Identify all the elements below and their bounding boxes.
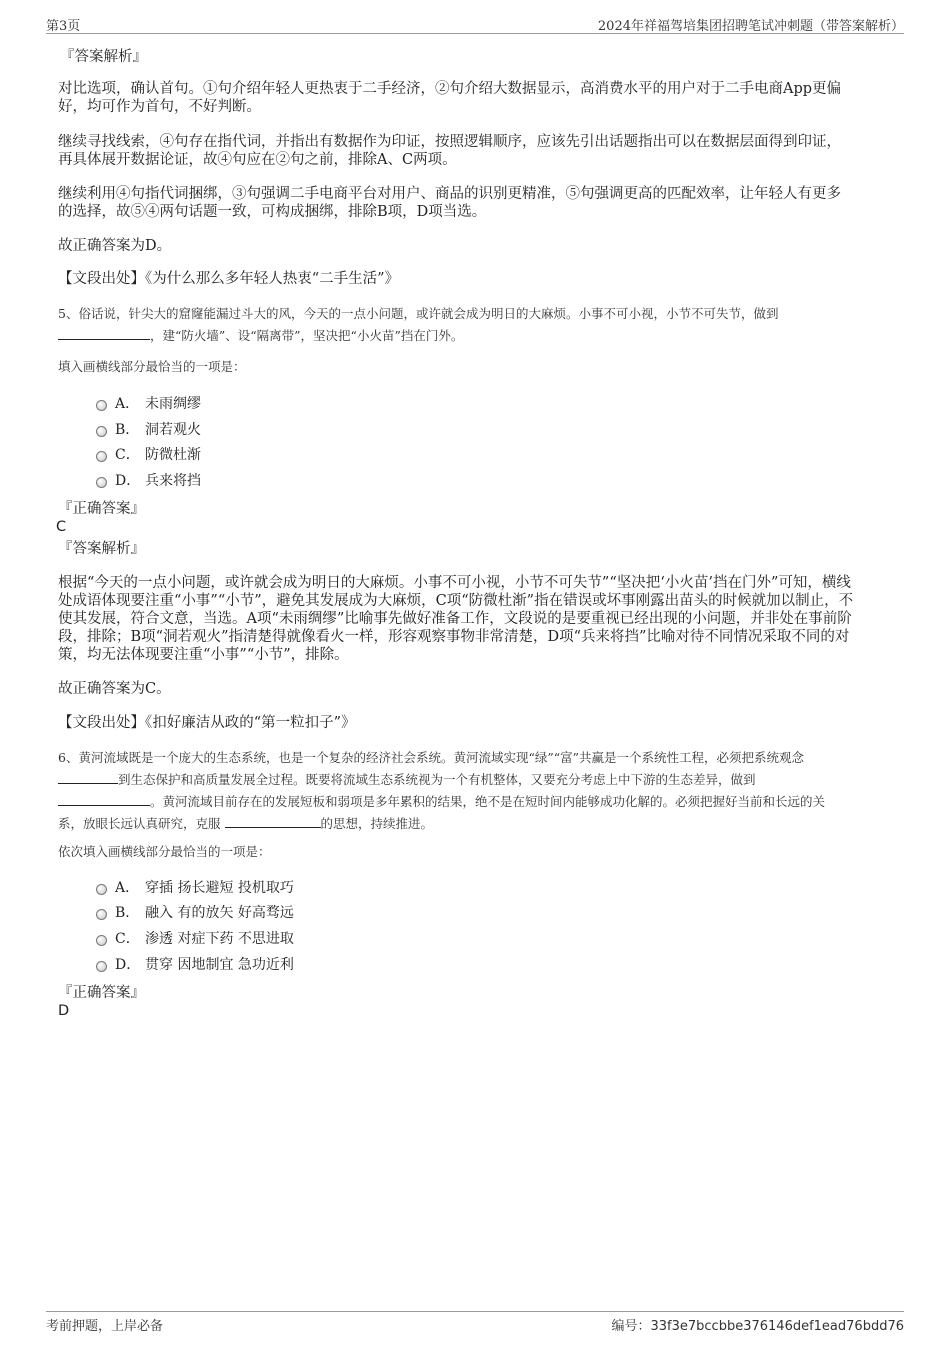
option-text: 穿插 扬长避短 投机取巧 [145,880,294,896]
text-line [58,769,898,791]
page-footer [46,1311,904,1335]
text-fragment: 到生态保护和高质量发展全过程。既要将流域生态系统视为一个有机整体，又要充分考虑上中下游的生态差异，做到 [118,772,756,787]
option-d[interactable] [96,472,201,490]
option-text: 渗透 对症下药 不思进取 [145,931,294,947]
code-value: 33f3e7bccbbe376146def1ead76bdd76 [650,1319,904,1334]
option-d[interactable] [96,956,294,974]
text-line: 策，均无法体现要注重“小事”“小节”，排除。 [58,647,349,663]
text-line: 6、黄河流域既是一个庞大的生态系统，也是一个复杂的经济社会系统。黄河流域实现“绿”“富”共赢是一个系统性工程，必须把系统观念 [58,750,805,765]
radio-icon[interactable] [96,426,107,437]
option-letter: C． [115,447,140,463]
analysis-label: 『答案解析』 [58,541,145,557]
correct-answer: C [56,519,67,535]
document-title: 2024年祥福驾培集团招聘笔试冲刺题（带答案解析） [597,19,904,34]
question-instruction: 填入画横线部分最恰当的一项是： [58,359,246,374]
text-line: 5、俗话说，针尖大的窟窿能漏过斗大的风，今天的一点小问题，或许就会成为明日的大麻烦。小事不可小视，小节不可失节，做到 [58,306,779,321]
option-text: 未雨绸缪 [145,396,201,412]
text-line: 继续利用④句指代词捆绑，③句强调二手电商平台对用户、商品的识别更精准，⑤句强调更高的匹配效率，让年轻人有更多 [58,186,841,202]
text-fragment: 。黄河流域目前存在的发展短板和弱项是多年累积的结果，绝不是在短时间内能够成功化解的。必须把握好当前和长远的关 [150,794,826,809]
text-fragment: 的思想，持续推进。 [320,816,434,831]
radio-icon[interactable] [96,400,107,411]
option-letter: D． [115,473,141,489]
option-a[interactable] [96,879,294,897]
analysis-paragraph-1 [58,80,890,116]
option-text: 洞若观火 [145,422,201,438]
option-letter: C． [115,931,140,947]
code-label: 编号： [611,1319,651,1334]
page-header [46,12,904,34]
radio-icon[interactable] [96,961,107,972]
answer-blank [58,771,118,784]
question-5-analysis [58,574,890,664]
text-line [58,791,898,813]
option-text: 防微杜渐 [145,447,201,463]
question-6-stem [58,747,898,835]
radio-icon[interactable] [96,477,107,488]
option-letter: D． [115,957,141,973]
document-code [611,1315,904,1334]
radio-icon[interactable] [96,909,107,920]
correct-answer: D [58,1003,70,1019]
option-c[interactable] [96,930,294,948]
analysis-conclusion: 故正确答案为C。 [58,681,171,697]
option-letter: B． [115,422,140,438]
question-5-stem [58,303,898,347]
option-text: 融入 有的放矢 好高骛远 [145,905,294,921]
question-instruction: 依次填入画横线部分最恰当的一项是： [58,844,271,859]
text-line: 的选择，故⑤④两句话题一致，可构成捆绑，排除B项，D项当选。 [58,204,487,220]
text-fragment: 系，放眼长远认真研究，克服 [58,816,221,831]
text-line [58,325,898,347]
option-b[interactable] [96,421,201,439]
text-line: 好，均可作为首句，不好判断。 [58,99,261,115]
radio-icon[interactable] [96,935,107,946]
text-line: 段，排除；B项“洞若观火”指清楚得就像看火一样，形容观察事物非常清楚，D项“兵来将挡”比喻对待不同情况采取不同的对 [58,629,850,645]
analysis-label: 『答案解析』 [60,49,147,65]
option-text: 兵来将挡 [145,473,201,489]
answer-blank [58,793,150,806]
option-text: 贯穿 因地制宜 急功近利 [145,957,294,973]
correct-answer-label: 『正确答案』 [58,501,145,517]
page-number: 第3页 [46,19,81,34]
text-line: 根据“今天的一点小问题，或许就会成为明日的大麻烦。小事不可小视，小节不可失节”“坚决把‘小火苗’挡在门外”可知，横线 [58,575,851,591]
passage-source: 【文段出处】《扣好廉洁从政的“第一粒扣子”》 [58,715,356,731]
answer-blank [58,327,150,340]
analysis-paragraph-3 [58,185,890,221]
text-line: 对比选项，确认首句。①句介绍年轻人更热衷于二手经济，②句介绍大数据显示，高消费水平的用户对于二手电商App更偏 [58,81,842,97]
radio-icon[interactable] [96,884,107,895]
text-line: 再具体展开数据论证，故④句应在②句之前，排除A、C两项。 [58,152,457,168]
option-letter: A． [115,396,140,412]
passage-source: 【文段出处】《为什么那么多年轻人热衷“二手生活”》 [58,271,400,287]
text-line: 处成语体现要注重“小事”“小节”，避免其发展成为大麻烦，C项“防微杜渐”指在错误或坏事刚露出苗头的时候就加以制止，不 [58,593,854,609]
answer-blank [225,815,321,828]
analysis-paragraph-2 [58,133,890,169]
option-c[interactable] [96,446,201,464]
text-line: 使其发展，符合文意，当选。A项“未雨绸缪”比喻事先做好准备工作，文段说的是要重视已经出现的小问题，并非处在事前阶 [58,611,852,627]
option-letter: A． [115,880,140,896]
text-line [58,813,898,835]
option-letter: B． [115,905,140,921]
option-b[interactable] [96,904,294,922]
text-line: 继续寻找线索，④句存在指代词，并指出有数据作为印证，按照逻辑顺序，应该先引出话题指出可以在数据层面得到印证， [58,134,841,150]
option-a[interactable] [96,395,201,413]
radio-icon[interactable] [96,451,107,462]
footer-slogan: 考前押题，上岸必备 [46,1319,164,1334]
correct-answer-label: 『正确答案』 [58,985,145,1001]
text-fragment: ，建“防火墙”、设“隔离带”，坚决把“小火苗”挡在门外。 [150,328,464,343]
analysis-conclusion: 故正确答案为D。 [58,238,172,254]
